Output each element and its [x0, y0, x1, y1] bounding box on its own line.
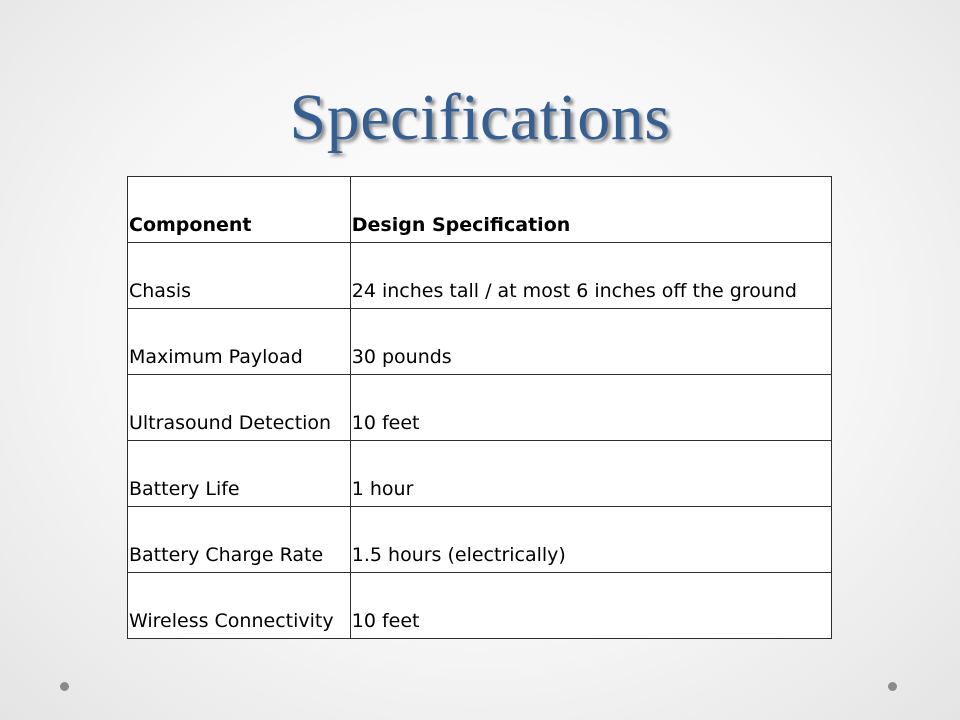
specifications-table [127, 176, 832, 639]
specification-cell: 10 feet [350, 375, 831, 441]
table-row [128, 507, 832, 573]
component-cell: Maximum Payload [128, 309, 351, 375]
slide-title: Specifications [289, 81, 671, 154]
column-header-design-specification: Design Specification [350, 177, 831, 243]
table-row [128, 375, 832, 441]
specification-cell: 30 pounds [350, 309, 831, 375]
component-cell: Ultrasound Detection [128, 375, 351, 441]
table-row [128, 573, 832, 639]
table-row [128, 243, 832, 309]
specification-cell: 10 feet [350, 573, 831, 639]
specification-cell: 1 hour [350, 441, 831, 507]
bullet-dot-icon [60, 682, 69, 691]
table-row [128, 309, 832, 375]
bullet-dot-icon [888, 682, 897, 691]
component-cell: Chasis [128, 243, 351, 309]
specification-cell: 1.5 hours (electrically) [350, 507, 831, 573]
column-header-component: Component [128, 177, 351, 243]
component-cell: Battery Life [128, 441, 351, 507]
table-row [128, 441, 832, 507]
component-cell: Wireless Connectivity [128, 573, 351, 639]
component-cell: Battery Charge Rate [128, 507, 351, 573]
table-header-row [128, 177, 832, 243]
specification-cell: 24 inches tall / at most 6 inches off the ground [350, 243, 831, 309]
